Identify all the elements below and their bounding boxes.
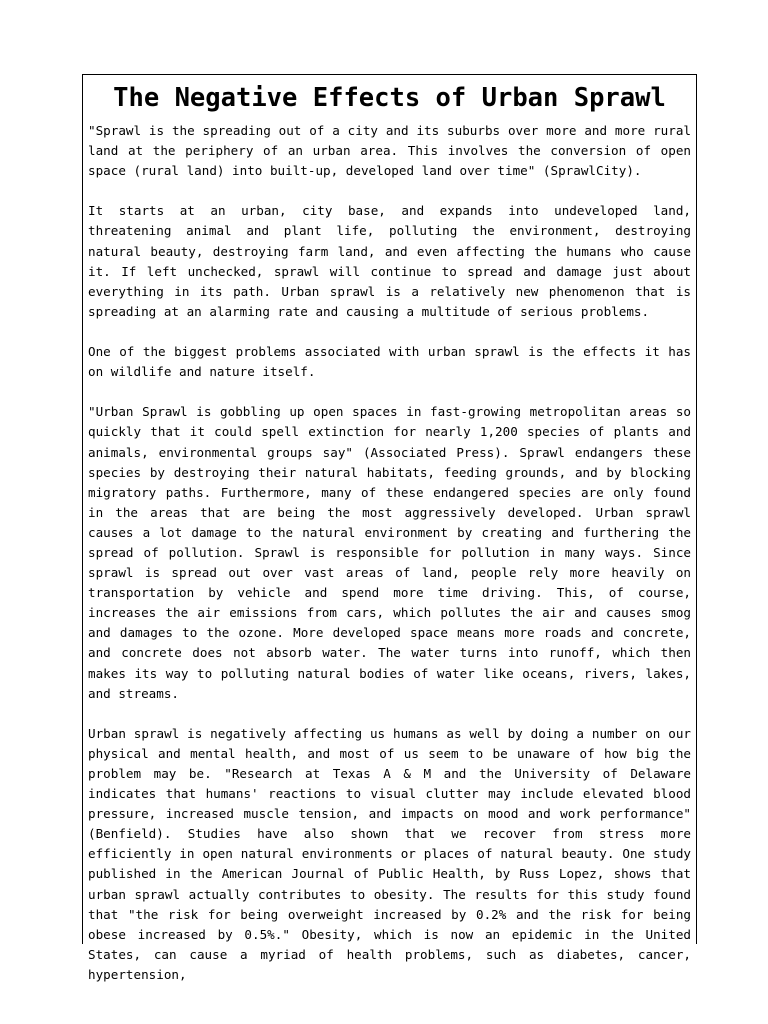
paragraph-definition: "Sprawl is the spreading out of a city and its suburbs over more and more rural land at the periphery of an urban area. This involves the conversion of open space (rural land) into built-up, developed land over time" (SprawlCity). bbox=[88, 123, 691, 179]
document-title: The Negative Effects of Urban Sprawl bbox=[113, 83, 666, 113]
document-page bbox=[82, 74, 697, 982]
document-body bbox=[83, 121, 696, 985]
paragraph-overview: It starts at an urban, city base, and expands into undeveloped land, threatening animal and plant life, polluting the environment, destroying natural beauty, destroying farm land, and even affecting the humans who cause it. If left unchecked, sprawl will continue to spread and damage just about everything in its path. Urban sprawl is a relatively new phenomenon that is spreading at an alarming rate and causing a multitude of serious problems. bbox=[88, 203, 691, 319]
paragraph-wildlife-intro: One of the biggest problems associated with urban sprawl is the effects it has on wildlife and nature itself. bbox=[88, 344, 691, 380]
paragraph-human-health: Urban sprawl is negatively affecting us humans as well by doing a number on our physical and mental health, and most of us seem to be unaware of how big the problem may be. "Research at Texas A & M and the University of Delaware indicates that humans' reactions to visual clutter may include elevated blood pressure, increased muscle tension, and impacts on mood and work performance" (Benfield). Studies have also shown that we recover from stress more efficiently in open natural environments or places of natural beauty. One study published in the American Journal of Public Health, by Russ Lopez, shows that urban sprawl actually contributes to obesity. The results for this study found that "the risk for being overweight increased by 0.2% and the risk for being obese increased by 0.5%." Obesity, which is now an epidemic in the United States, can cause a myriad of health problems, such as diabetes, cancer, hypertension, bbox=[88, 725, 691, 982]
paragraph-wildlife-pollution: "Urban Sprawl is gobbling up open spaces in fast-growing metropolitan areas so quickly that it could spell extinction for nearly 1,200 species of plants and animals, environmental groups say" (Associated Press). Sprawl endangers these species by destroying their natural habitats, feeding grounds, and by blocking migratory paths. Furthermore, many of these endangered species are only found in the areas that are being the most aggressively developed. Urban sprawl causes a lot damage to the natural environment by creating and furthering the spread of pollution. Sprawl is responsible for pollution in many ways. Since sprawl is spread out over vast areas of land, people rely more heavily on transportation by vehicle and spend more time driving. This, of course, increases the air emissions from cars, which pollutes the air and causes smog and damages to the ozone. More developed space means more roads and concrete, and concrete does not absorb water. The water turns into runoff, which then makes its way to polluting natural bodies of water like oceans, rivers, lakes, and streams. bbox=[88, 404, 691, 701]
